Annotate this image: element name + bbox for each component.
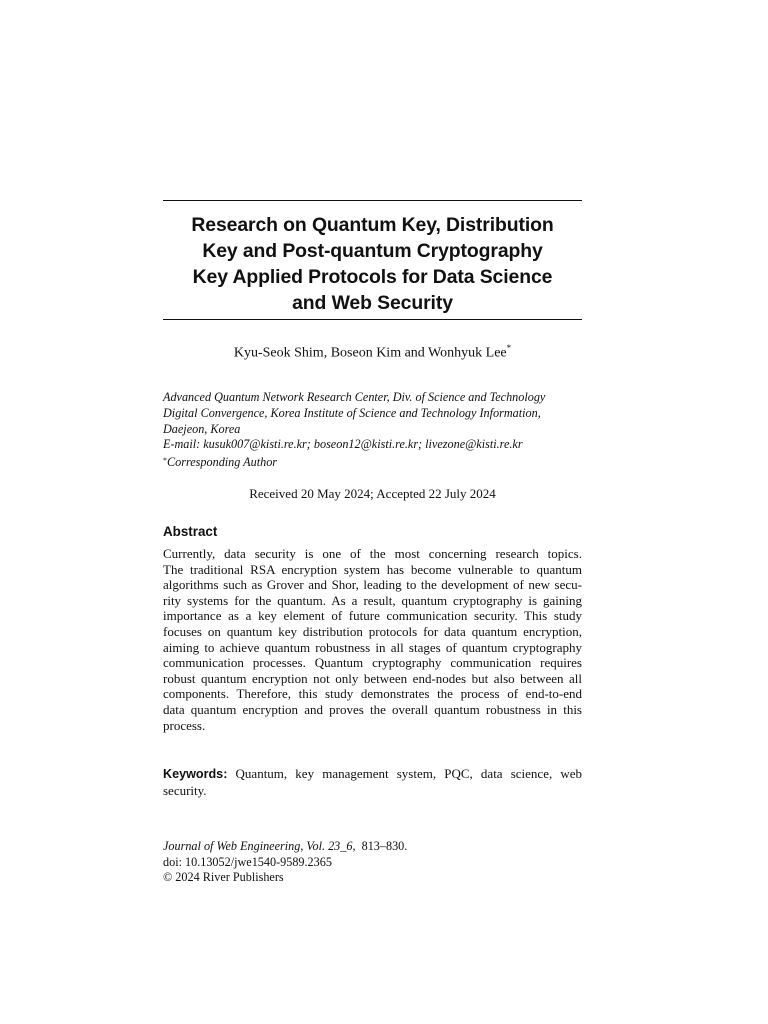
copyright-line: © 2024 River Publishers <box>163 870 284 885</box>
abstract-heading: Abstract <box>163 524 218 539</box>
affiliation-block <box>163 390 582 471</box>
affiliation-line: Daejeon, Korea <box>163 421 241 436</box>
abstract-line: communication processes. Quantum cryptography communication requires <box>163 655 582 671</box>
received-dates: Received 20 May 2024; Accepted 22 July 2024 <box>249 486 496 501</box>
keywords-line: security. <box>163 782 207 798</box>
title-line: and Web Security <box>292 292 453 314</box>
abstract-line: algorithms such as Grover and Shor, leading to the development of new secu- <box>163 577 582 593</box>
abstract-body <box>163 546 582 733</box>
corresponding-text: Corresponding Author <box>167 455 278 470</box>
abstract-line: aiming to achieve quantum robustness in all stages of quantum cryptography <box>163 639 582 655</box>
keywords-block <box>163 766 582 798</box>
keywords-text: Quantum, key management system, PQC, data science, web <box>235 766 583 781</box>
corresponding-author-note <box>163 453 582 471</box>
keywords-line <box>163 766 582 783</box>
email-line: E-mail: kusuk007@kisti.re.kr; boseon12@kisti.re.kr; livezone@kisti.re.kr <box>163 437 523 452</box>
author-list <box>163 343 582 362</box>
title-line: Research on Quantum Key, Distribution <box>191 214 554 236</box>
journal-info <box>163 839 582 886</box>
journal-citation <box>163 839 582 855</box>
abstract-line: rity systems for the quantum. As a result, quantum cryptography is gaining <box>163 592 582 608</box>
authors-text: Kyu-Seok Shim, Boseon Kim and Wonhyuk Lee <box>233 345 507 361</box>
abstract-line: Currently, data security is one of the most concerning research topics. <box>163 546 582 561</box>
abstract-line: The traditional RSA encryption system has become vulnerable to quantum <box>163 561 582 577</box>
title-top-rule <box>163 200 582 201</box>
abstract-line: robust quantum encryption not only between end-nodes but also between all <box>163 670 582 686</box>
corresponding-star: * <box>163 456 167 466</box>
corresponding-mark: * <box>506 343 512 353</box>
doi-line: doi: 10.13052/jwe1540-9589.2365 <box>163 854 332 869</box>
abstract-line: importance as a key element of future communication security. This study <box>163 608 582 624</box>
title-bottom-rule <box>163 319 582 320</box>
abstract-line: data quantum encryption and proves the overall quantum robustness in this <box>163 701 582 717</box>
affiliation-line: Advanced Quantum Network Research Center, Div. of Science and Technology <box>163 390 546 404</box>
journal-name: Journal of Web Engineering, Vol. 23_6, <box>163 839 356 853</box>
abstract-line: process. <box>163 717 206 733</box>
title-line: Key and Post-quantum Cryptography <box>202 240 543 262</box>
title-line: Key Applied Protocols for Data Science <box>192 266 553 288</box>
abstract-line: components. Therefore, this study demonstrates the process of end-to-end <box>163 686 582 702</box>
affiliation-line: Digital Convergence, Korea Institute of Science and Technology Information, <box>163 405 541 420</box>
paper-title <box>163 212 582 316</box>
journal-pages: 813–830. <box>361 839 408 853</box>
abstract-line: focuses on quantum key distribution protocols for data quantum encryption, <box>163 623 582 639</box>
keywords-label: Keywords: <box>163 767 228 781</box>
